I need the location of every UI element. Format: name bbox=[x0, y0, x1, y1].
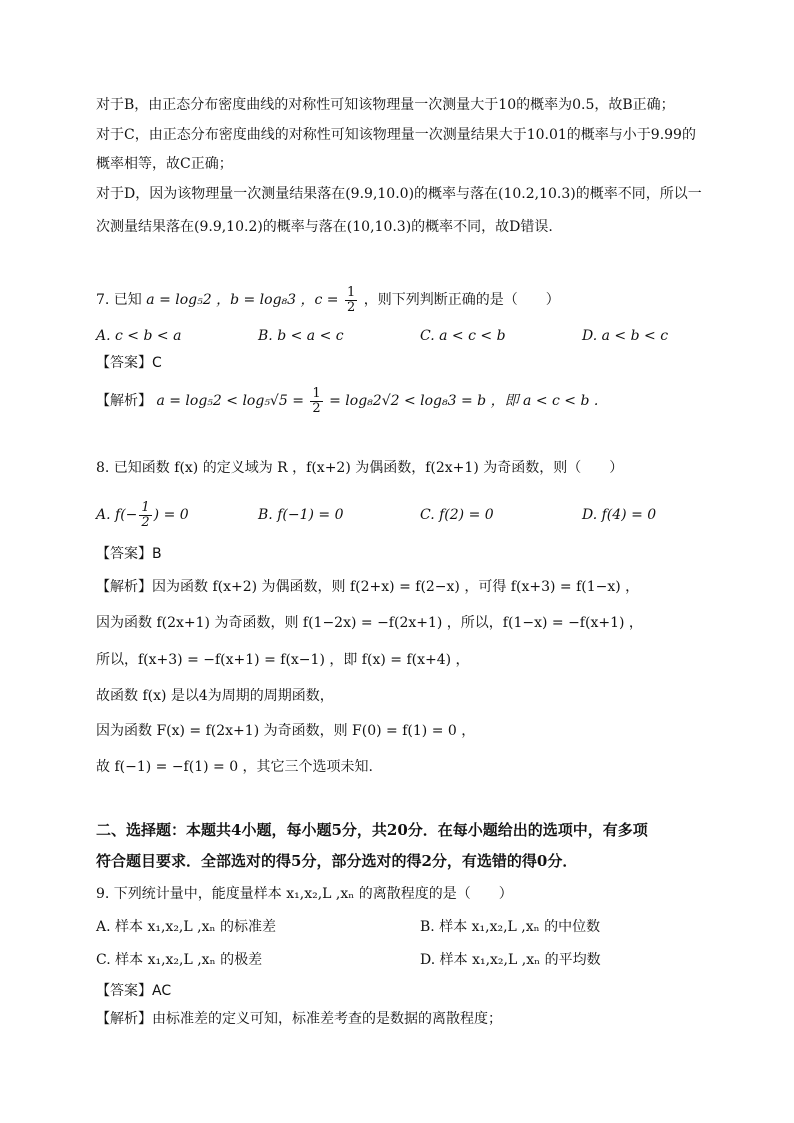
q7-stem-math: a = log₅2 ，b = log₈3 ，c = bbox=[146, 292, 343, 308]
q8-analysis-line: 故函数 f(x) 是以4为周期的周期函数， bbox=[96, 688, 334, 704]
q8-answer: 【答案】B bbox=[96, 546, 162, 562]
q7-stem-pre: 7. 已知 bbox=[96, 292, 142, 308]
q8-analysis-line: 【解析】因为函数 f(x+2) 为偶函数，则 f(2+x) = f(2−x) ，可得 f(x+3) = f(1−x) ， bbox=[96, 579, 640, 595]
text-line: 概率相等，故C正确； bbox=[96, 156, 233, 172]
q7-option-a: A. c < b < a bbox=[96, 328, 182, 344]
q9-option-d: D. 样本 x₁,x₂,L ,xₙ 的平均数 bbox=[420, 952, 601, 968]
q8-stem: 8. 已知函数 f(x) 的定义域为 R ，f(x+2) 为偶函数，f(2x+1) 为奇函数，则（ ） bbox=[96, 460, 624, 476]
q8-option-c: C. f(2) = 0 bbox=[420, 507, 494, 523]
q8-option-a bbox=[96, 500, 189, 530]
q8-option-a-pre: A. f(− bbox=[96, 507, 138, 523]
text-line: 对于D，因为该物理量一次测量结果落在(9.9,10.0)的概率与落在(10.2,10.3)的概率不同，所以一 bbox=[96, 186, 702, 202]
q7-analysis-post: = log₈2√2 < log₈3 = b ，即 a < c < b . bbox=[329, 393, 599, 409]
q8-option-d: D. f(4) = 0 bbox=[582, 507, 657, 523]
fraction-denominator: 2 bbox=[312, 400, 321, 416]
q8-option-a-post: ) = 0 bbox=[153, 507, 189, 523]
fraction-denominator: 2 bbox=[141, 514, 150, 530]
q8-option-b: B. f(−1) = 0 bbox=[258, 507, 344, 523]
q9-option-a: A. 样本 x₁,x₂,L ,xₙ 的标准差 bbox=[96, 919, 276, 935]
q8-analysis-line: 所以，f(x+3) = −f(x+1) = f(x−1) ，即 f(x) = f(x+4) ， bbox=[96, 652, 470, 668]
q9-analysis: 【解析】由标准差的定义可知，标准差考查的是数据的离散程度； bbox=[96, 1011, 502, 1027]
q8-analysis-line: 因为函数 f(2x+1) 为奇函数，则 f(1−2x) = −f(2x+1) ，所以，f(1−x) = −f(x+1) ， bbox=[96, 615, 643, 631]
q7-analysis bbox=[96, 386, 706, 416]
text-line: 对于C，由正态分布密度曲线的对称性可知该物理量一次测量结果大于10.01的概率与小于9.99的 bbox=[96, 127, 696, 143]
q7-option-b: B. b < a < c bbox=[258, 328, 344, 344]
q7-analysis-math: a = log₅2 < log₅√5 = bbox=[156, 393, 309, 409]
section-heading: 符合题目要求．全部选对的得5分，部分选对的得2分，有选错的得0分． bbox=[96, 852, 578, 870]
q9-stem: 9. 下列统计量中，能度量样本 x₁,x₂,L ,xₙ 的离散程度的是（ ） bbox=[96, 886, 513, 902]
q7-option-d: D. a < b < c bbox=[582, 328, 669, 344]
fraction-numerator: 1 bbox=[312, 385, 321, 401]
q8-analysis-line: 因为函数 F(x) = f(2x+1) 为奇函数，则 F(0) = f(1) = 0 ， bbox=[96, 723, 476, 739]
fraction-numerator: 1 bbox=[346, 284, 356, 300]
q9-option-c: C. 样本 x₁,x₂,L ,xₙ 的极差 bbox=[96, 952, 263, 968]
q7-fraction bbox=[345, 286, 357, 315]
analysis-label: 【解析】 bbox=[96, 393, 152, 409]
section-heading: 二、选择题：本题共4小题，每小题5分，共20分．在每小题给出的选项中，有多项 bbox=[96, 821, 648, 839]
q7-stem bbox=[96, 285, 706, 315]
q8-analysis-line: 故 f(−1) = −f(1) = 0 ，其它三个选项未知. bbox=[96, 759, 374, 775]
q7-stem-post: ，则下列判断正确的是（ ） bbox=[363, 292, 560, 308]
text-line: 对于B，由正态分布密度曲线的对称性可知该物理量一次测量大于10的概率为0.5，故B正确； bbox=[96, 97, 675, 113]
text-line: 次测量结果落在(9.9,10.2)的概率与落在(10,10.3)的概率不同，故D错误. bbox=[96, 219, 553, 235]
q7-analysis-fraction bbox=[310, 387, 322, 416]
q7-option-c: C. a < c < b bbox=[420, 328, 506, 344]
q7-answer: 【答案】C bbox=[96, 355, 162, 371]
q8-option-a-fraction bbox=[139, 501, 151, 530]
q9-option-b: B. 样本 x₁,x₂,L ,xₙ 的中位数 bbox=[420, 919, 601, 935]
fraction-denominator: 2 bbox=[346, 299, 356, 315]
q9-answer: 【答案】AC bbox=[96, 983, 172, 999]
fraction-numerator: 1 bbox=[141, 499, 150, 515]
